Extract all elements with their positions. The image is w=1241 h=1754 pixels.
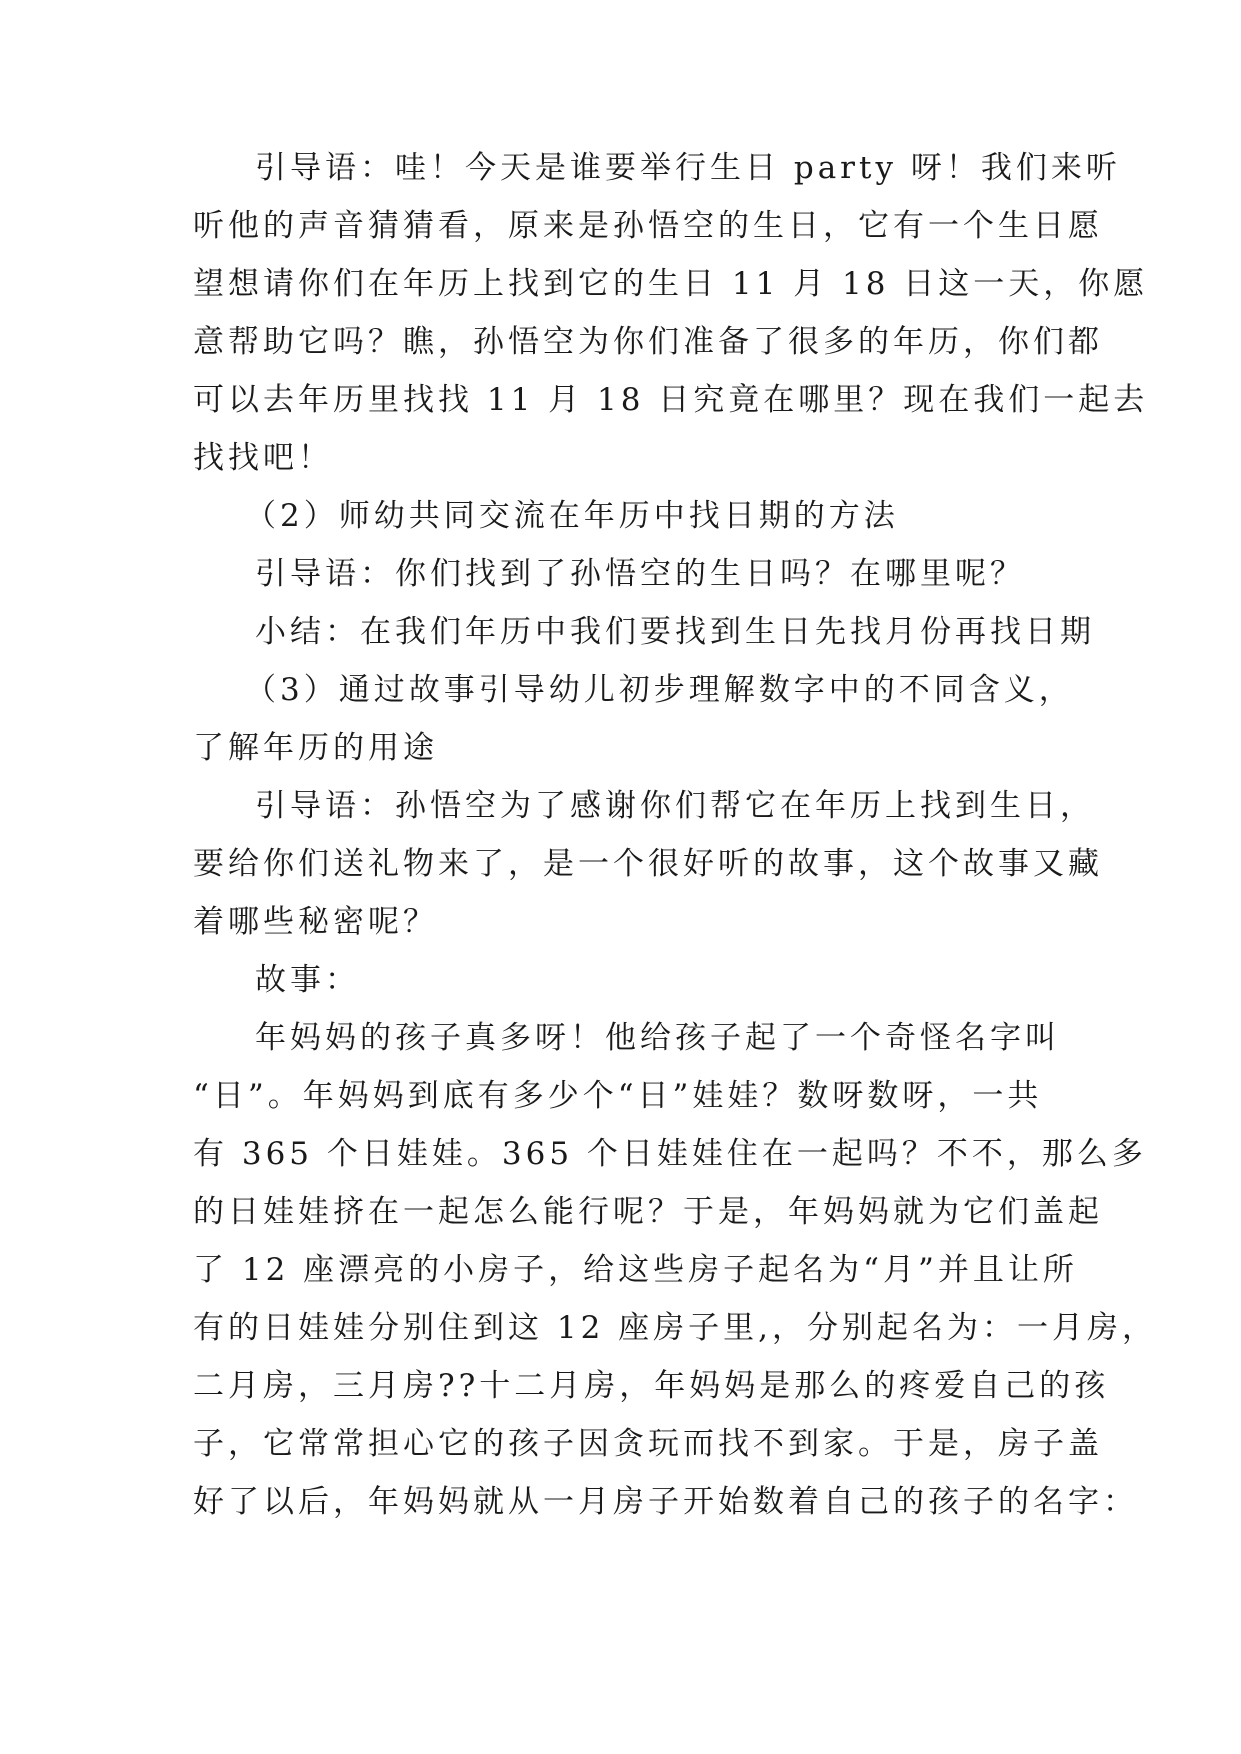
text-line-12: 引导语：孙悟空为了感谢你们帮它在年历上找到生日， xyxy=(255,788,1095,824)
text-line-20: 了 12 座漂亮的小房子，给这些房子起名为“月”并且让所 xyxy=(193,1252,1078,1288)
text-line-21: 有的日娃娃分别住到这 12 座房子里,，分别起名为：一月房， xyxy=(193,1310,1158,1346)
text-line-14: 着哪些秘密呢？ xyxy=(193,904,438,940)
text-line-2: 听他的声音猜猜看，原来是孙悟空的生日，它有一个生日愿 xyxy=(193,208,1103,244)
text-line-13: 要给你们送礼物来了，是一个很好听的故事，这个故事又藏 xyxy=(193,846,1103,882)
text-line-19: 的日娃娃挤在一起怎么能行呢？于是，年妈妈就为它们盖起 xyxy=(193,1194,1103,1230)
summary-line: 小结：在我们年历中我们要找到生日先找月份再找日期 xyxy=(255,614,1095,650)
text-line-3: 望想请你们在年历上找到它的生日 11 月 18 日这一天，你愿 xyxy=(193,266,1149,302)
section-heading-3: （3）通过故事引导幼儿初步理解数字中的不同含义， xyxy=(245,672,1074,708)
text-line-5: 可以去年历里找找 11 月 18 日究竟在哪里？现在我们一起去 xyxy=(193,382,1149,418)
text-line-24: 好了以后，年妈妈就从一月房子开始数着自己的孩子的名字： xyxy=(193,1484,1138,1520)
text-line-1: 引导语：哇！今天是谁要举行生日 party 呀！我们来听 xyxy=(255,150,1121,186)
text-line-8: 引导语：你们找到了孙悟空的生日吗？在哪里呢？ xyxy=(255,556,1025,592)
text-line-22: 二月房，三月房??十二月房，年妈妈是那么的疼爱自己的孩 xyxy=(193,1368,1110,1404)
text-line-6: 找找吧！ xyxy=(193,440,333,476)
story-label: 故事： xyxy=(255,962,360,998)
text-line-16: 年妈妈的孩子真多呀！他给孩子起了一个奇怪名字叫 xyxy=(255,1020,1060,1056)
text-line-4: 意帮助它吗？瞧，孙悟空为你们准备了很多的年历，你们都 xyxy=(193,324,1103,360)
text-line-11: 了解年历的用途 xyxy=(193,730,438,766)
text-line-17: “日”。年妈妈到底有多少个“日”娃娃？数呀数呀，一共 xyxy=(193,1078,1043,1114)
text-line-23: 子，它常常担心它的孩子因贪玩而找不到家。于是，房子盖 xyxy=(193,1426,1103,1462)
text-line-18: 有 365 个日娃娃。365 个日娃娃住在一起吗？不不，那么多 xyxy=(193,1136,1147,1172)
section-heading-2: （2）师幼共同交流在年历中找日期的方法 xyxy=(245,498,899,534)
